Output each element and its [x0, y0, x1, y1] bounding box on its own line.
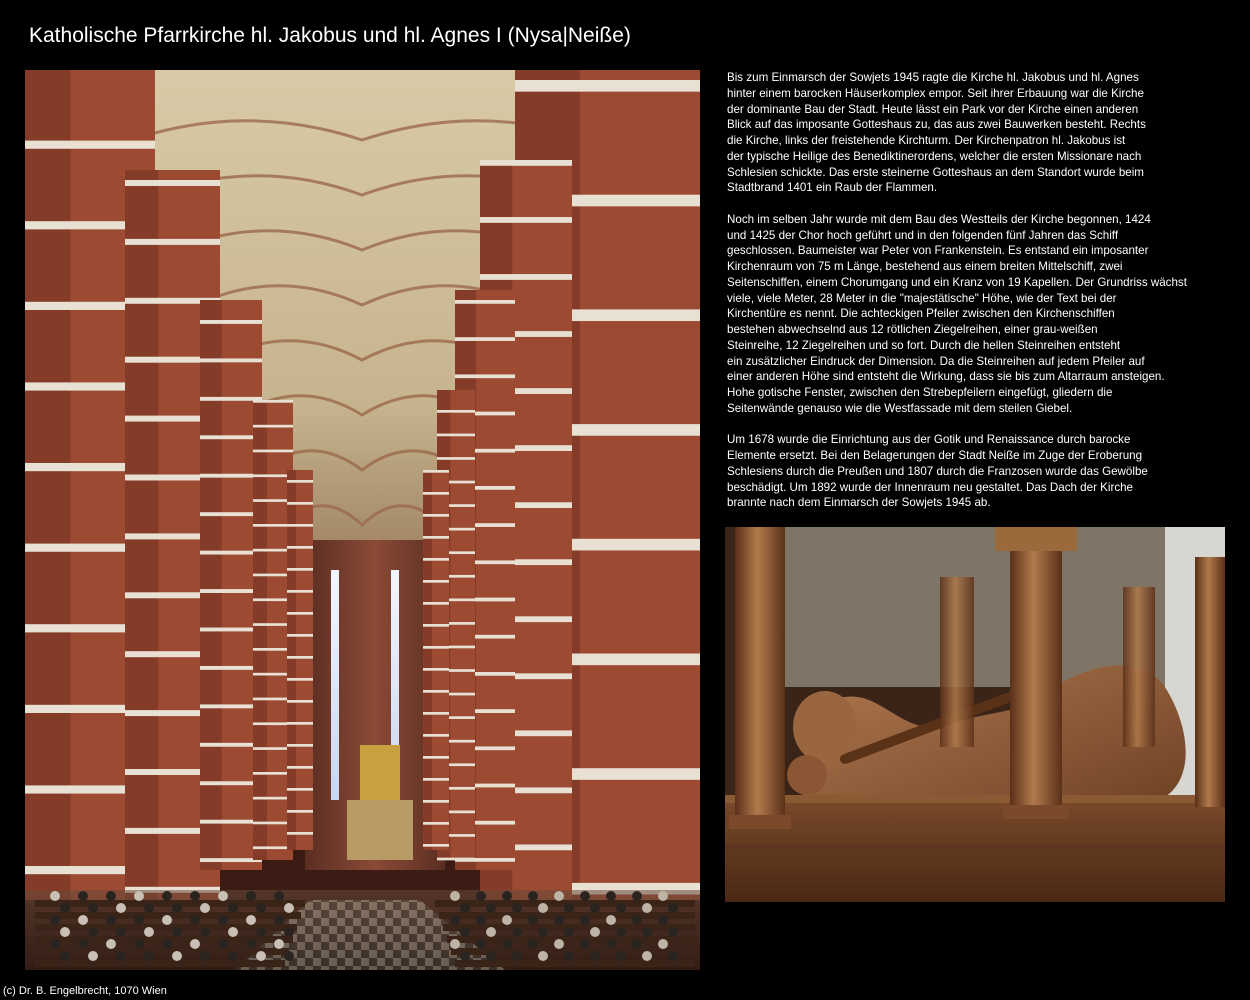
text-line: Bis zum Einmarsch der Sowjets 1945 ragte die Kirche hl. Jakobus und hl. Agnes [727, 71, 1139, 84]
text-line: und 1425 der Chor hoch geführt und in den folgenden fünf Jahren das Schiff [727, 228, 1119, 242]
tomb-effigy-photo [725, 527, 1225, 902]
text-line: hinter einem barocken Häuserkomplex empor. Seit ihrer Erbauung war die Kirche [727, 86, 1144, 100]
text-line: einer anderen Höhe sind entsteht die Wirkung, dass sie bis zum Altarraum ansteigen. [727, 370, 1165, 384]
text-line: Schlesiens durch die Preußen und 1807 durch die Franzosen wurde das Gewölbe [727, 464, 1148, 478]
text-line: Kirchentüre es nennt. Die achteckigen Pfeiler zwischen den Kirchenschiffen [727, 307, 1115, 321]
text-line: der typische Heilige des Benediktinerordens, welcher die ersten Missionare nach [727, 149, 1142, 163]
description-text [727, 70, 1217, 527]
text-line: Kirchenraum von 75 m Länge, bestehend aus einem breiten Mittelschiff, zwei [727, 260, 1123, 273]
text-line: geschlossen. Baumeister war Peter von Frankenstein. Es entstand ein imposanter [727, 244, 1149, 258]
description-paragraph-3 [727, 432, 1217, 511]
text-line: Blick auf das imposante Gotteshaus zu, das aus zwei Bauwerken besteht. Rechts [727, 118, 1146, 132]
description-paragraph-1 [727, 70, 1217, 196]
text-line: Seitenschiffen, einem Chorumgang und ein Kranz von 19 Kapellen. Der Grundriss wächst [727, 275, 1187, 289]
text-line: Elemente ersetzt. Bei den Belagerungen der Stadt Neiße im Zuge der Eroberung [727, 449, 1143, 462]
text-line: viele, viele Meter, 28 Meter in die "majestätische" Höhe, wie der Text bei der [727, 291, 1117, 305]
text-line: Hohe gotische Fenster, zwischen den Strebepfeilern eingefügt, gliedern die [727, 386, 1113, 399]
description-paragraph-2 [727, 212, 1217, 417]
text-line: der dominante Bau der Stadt. Heute lässt ein Park vor der Kirche einen anderen [727, 102, 1139, 116]
text-line: Steinreihe, 12 Ziegelreihen und so fort. Durch die hellen Steinreihen entsteht [727, 338, 1121, 352]
text-line: brannte nach dem Einmarsch der Sowjets 1945 ab. [727, 496, 991, 510]
text-line: die Kirche, links der freistehende Kirchturm. Der Kirchenpatron hl. Jakobus ist [727, 134, 1126, 147]
text-line: Noch im selben Jahr wurde mit dem Bau des Westteils der Kirche begonnen, 1424 [727, 212, 1151, 226]
text-line: Um 1678 wurde die Einrichtung aus der Gotik und Renaissance durch barocke [727, 433, 1131, 447]
text-line: ein zusätzlicher Eindruck der Dimension. Da die Steinreihen auf jedem Pfeiler auf [727, 354, 1145, 368]
text-line: bestehen abwechselnd aus 12 rötlichen Ziegelreihen, einer grau-weißen [727, 323, 1098, 336]
text-line: Seitenwände genauso wie die Westfassade mit dem steilen Giebel. [727, 401, 1073, 415]
text-line: beschädigt. Um 1892 wurde der Innenraum neu gestaltet. Das Dach der Kirche [727, 480, 1134, 494]
page-title: Katholische Pfarrkirche hl. Jakobus und hl. Agnes I (Nysa|Neiße) [29, 24, 631, 47]
text-line: Stadtbrand 1401 ein Raub der Flammen. [727, 181, 938, 195]
copyright-notice: (c) Dr. B. Engelbrecht, 1070 Wien [3, 985, 167, 997]
text-line: Schlesien schickte. Das erste steinerne Gotteshaus an dem Standort wurde beim [727, 165, 1144, 179]
church-interior-photo [25, 70, 700, 970]
